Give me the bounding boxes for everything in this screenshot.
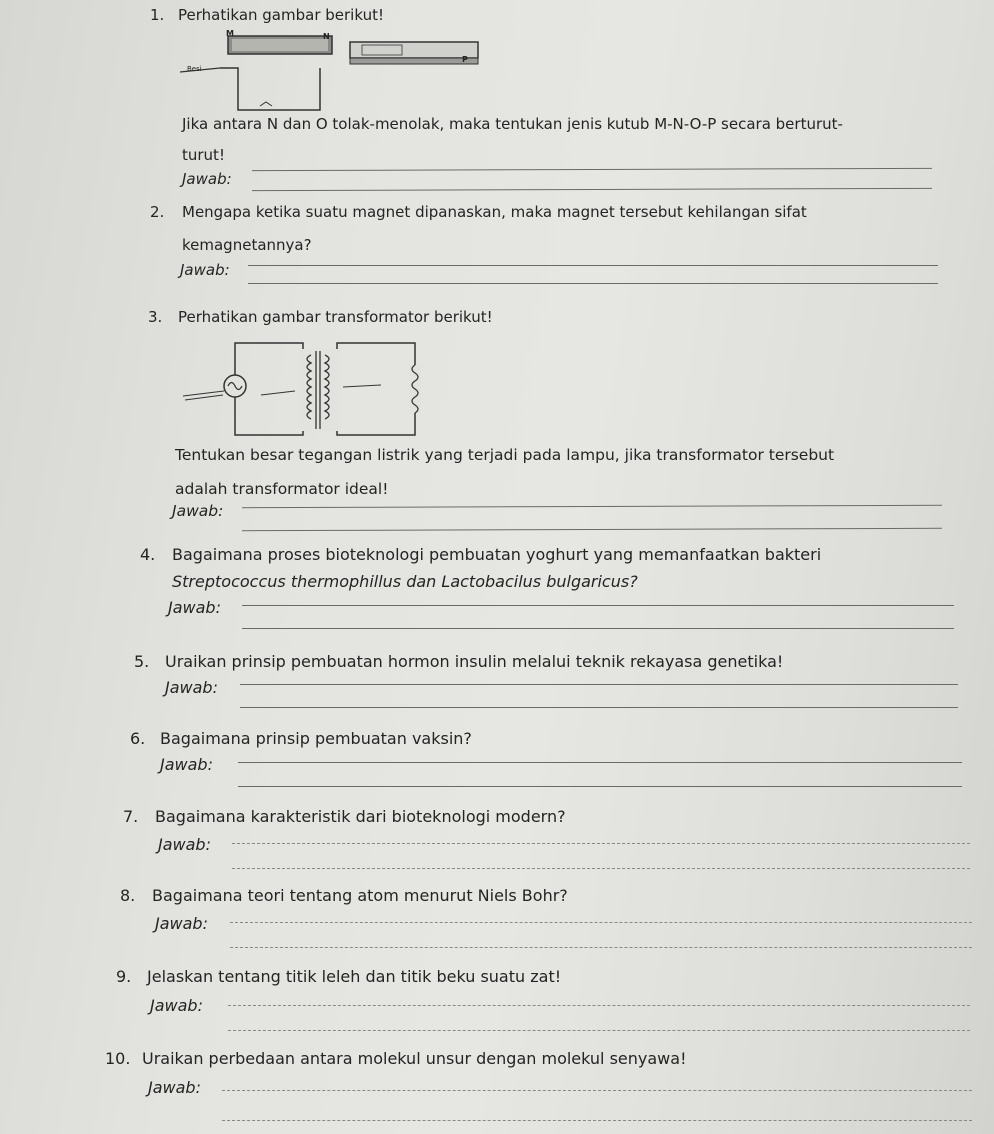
q7-number: 7.: [123, 807, 139, 826]
magnet-label-p: P: [462, 55, 468, 64]
q2-text2: kemagnetannya?: [182, 236, 312, 254]
answer-line: [252, 188, 932, 191]
answer-label-2: Jawab:: [180, 261, 230, 279]
answer-line: [230, 947, 972, 948]
q3b-text2: adalah transformator ideal!: [175, 480, 389, 498]
magnet-figure: [180, 28, 500, 118]
q1b-text2: turut!: [182, 146, 225, 164]
q4-number: 4.: [140, 545, 156, 564]
transformer-figure: [175, 335, 435, 445]
answer-line: [230, 922, 972, 923]
answer-line: [248, 283, 938, 284]
answer-label-1: Jawab:: [182, 170, 232, 188]
answer-label-7: Jawab:: [158, 835, 211, 854]
answer-label-8: Jawab:: [155, 914, 208, 933]
answer-line: [232, 843, 970, 844]
magnet-label-n: N: [323, 32, 330, 41]
answer-label-9: Jawab:: [150, 996, 203, 1015]
magnet-label-m: M: [226, 29, 234, 38]
answer-line: [228, 1005, 970, 1006]
q2-text: Mengapa ketika suatu magnet dipanaskan, maka magnet tersebut kehilangan sifat: [182, 203, 807, 221]
q9-number: 9.: [116, 967, 132, 986]
answer-line: [242, 528, 942, 531]
answer-line: [238, 786, 962, 787]
q4-text2: Streptococcus thermophillus dan Lactobacilus bulgaricus?: [172, 572, 638, 591]
answer-label-10: Jawab:: [148, 1078, 201, 1097]
q5-text: Uraikan prinsip pembuatan hormon insulin melalui teknik rekayasa genetika!: [165, 652, 784, 671]
q10-number: 10.: [105, 1049, 131, 1068]
q3-text: Perhatikan gambar transformator berikut!: [178, 308, 493, 326]
q10-text: Uraikan perbedaan antara molekul unsur dengan molekul senyawa!: [142, 1049, 687, 1068]
answer-line: [222, 1120, 972, 1121]
answer-line: [240, 707, 958, 708]
answer-label-6: Jawab:: [160, 755, 213, 774]
answer-label-5: Jawab:: [165, 678, 218, 697]
answer-line: [242, 505, 942, 508]
q1-number: 1.: [150, 6, 165, 24]
answer-line: [238, 762, 962, 763]
q1-text: Perhatikan gambar berikut!: [178, 6, 384, 24]
q2-number: 2.: [150, 203, 165, 221]
q6-number: 6.: [130, 729, 146, 748]
q8-number: 8.: [120, 886, 136, 905]
q6-text: Bagaimana prinsip pembuatan vaksin?: [160, 729, 472, 748]
q4-text: Bagaimana proses bioteknologi pembuatan yoghurt yang memanfaatkan bakteri: [172, 545, 822, 564]
answer-line: [240, 684, 958, 685]
answer-line: [248, 265, 938, 266]
answer-label-4: Jawab:: [168, 598, 221, 617]
q3b-text: Tentukan besar tegangan listrik yang terjadi pada lampu, jika transformator tersebut: [175, 446, 835, 464]
q1b-text: Jika antara N dan O tolak-menolak, maka tentukan jenis kutub M-N-O-P secara berturut-: [182, 115, 843, 133]
answer-line: [242, 628, 954, 629]
q8-text: Bagaimana teori tentang atom menurut Niels Bohr?: [152, 886, 568, 905]
magnet-label-bar: Besi: [187, 65, 202, 73]
answer-line: [232, 868, 970, 869]
answer-line: [242, 605, 954, 606]
q5-number: 5.: [134, 652, 150, 671]
answer-line: [222, 1090, 972, 1091]
q3-number: 3.: [148, 308, 163, 326]
answer-line: [228, 1030, 970, 1031]
q9-text: Jelaskan tentang titik leleh dan titik beku suatu zat!: [147, 967, 562, 986]
answer-label-3: Jawab:: [172, 502, 224, 520]
answer-line: [252, 168, 932, 171]
q7-text: Bagaimana karakteristik dari bioteknologi modern?: [155, 807, 566, 826]
